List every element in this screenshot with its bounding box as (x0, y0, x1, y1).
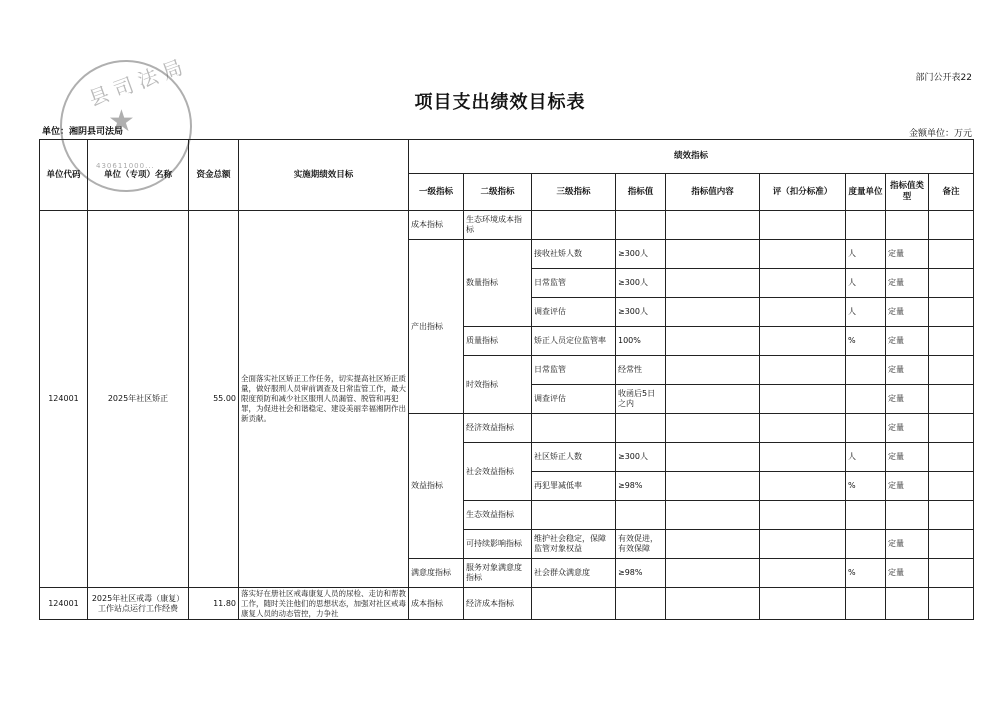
p2-l1-cost: 成本指标 (409, 588, 464, 620)
p1-l2-satisfaction: 服务对象满意度指标 (464, 559, 532, 588)
p1-r12-l3: 社会群众满意度 (532, 559, 616, 588)
p1-l1-benefit: 效益指标 (409, 414, 464, 559)
project1-goal: 全面落实社区矫正工作任务，切实提高社区矫正质量，做好服刑人员审前调查及日常监管工作，最大限度预防和减少社区服刑人员漏管、脱管和再犯罪，为促进社会和谐稳定、建设美丽幸福湘阴作出新贡献。 (239, 211, 409, 588)
p1-r2-l3: 日常监管 (532, 269, 616, 298)
p2-l2-cost: 经济成本指标 (464, 588, 532, 620)
p1-r4-value: 100% (616, 327, 666, 356)
p1-r6-type: 定量 (886, 385, 929, 414)
p1-r12-unit: % (846, 559, 886, 588)
p1-l2-timeliness: 时效指标 (464, 356, 532, 414)
p1-r8-value: ≥300人 (616, 443, 666, 472)
p1-l2-quantity: 数量指标 (464, 240, 532, 327)
header-perf-group: 绩效指标 (409, 140, 974, 174)
p1-r2-value: ≥300人 (616, 269, 666, 298)
p1-r3-value: ≥300人 (616, 298, 666, 327)
p1-r2-unit: 人 (846, 269, 886, 298)
p1-r6-value: 收函后5日之内 (616, 385, 666, 414)
p1-r8-unit: 人 (846, 443, 886, 472)
p1-l1-satisfaction: 满意度指标 (409, 559, 464, 588)
p1-r11-value: 有效促进，有效保障 (616, 530, 666, 559)
p1-r12-type: 定量 (886, 559, 929, 588)
p1-r11-l3: 维护社会稳定，保障监管对象权益 (532, 530, 616, 559)
p1-r1-value: ≥300人 (616, 240, 666, 269)
p1-r1-unit: 人 (846, 240, 886, 269)
p1-r5-type: 定量 (886, 356, 929, 385)
p1-l1-output: 产出指标 (409, 240, 464, 414)
p1-r5-value: 经常性 (616, 356, 666, 385)
performance-table (39, 139, 974, 620)
project2-funds: 11.80 (189, 588, 239, 620)
p1-l2-ecological: 生态效益指标 (464, 501, 532, 530)
p1-l2-economic: 经济效益指标 (464, 414, 532, 443)
p1-l1-cost: 成本指标 (409, 211, 464, 240)
seal-star-icon: ★ (108, 104, 135, 139)
p1-r5-l3: 日常监管 (532, 356, 616, 385)
p1-r3-unit: 人 (846, 298, 886, 327)
p1-r9-unit: % (846, 472, 886, 501)
p1-r11-type: 定量 (886, 530, 929, 559)
p1-r8-type: 定量 (886, 443, 929, 472)
p1-r4-l3: 矫正人员定位监管率 (532, 327, 616, 356)
p1-r1-type: 定量 (886, 240, 929, 269)
project1-name: 2025年社区矫正 (88, 211, 189, 588)
p1-r12-value: ≥98% (616, 559, 666, 588)
table-row (40, 211, 974, 240)
header-value: 指标值 (616, 174, 666, 211)
header-remarks: 备注 (929, 174, 974, 211)
p1-r1-l3: 接收社矫人数 (532, 240, 616, 269)
seal-code: 430611000... (96, 162, 155, 170)
p1-l2-cost: 生态环境成本指标 (464, 211, 532, 240)
header-goal: 实施期绩效目标 (239, 140, 409, 211)
header-level3: 三级指标 (532, 174, 616, 211)
project1-code: 124001 (40, 211, 88, 588)
table-tag: 部门公开表22 (915, 73, 972, 83)
p1-r7-type: 定量 (886, 414, 929, 443)
p1-l2-social: 社会效益指标 (464, 443, 532, 501)
page-title: 项目支出绩效目标表 (414, 92, 586, 113)
header-content: 指标值内容 (666, 174, 760, 211)
header-value-type: 指标值类型 (886, 174, 929, 211)
project2-name: 2025年社区戒毒（康复）工作站点运行工作经费 (88, 588, 189, 620)
header-measure-unit: 度量单位 (846, 174, 886, 211)
p1-r9-value: ≥98% (616, 472, 666, 501)
project2-code: 124001 (40, 588, 88, 620)
p1-l2-quality: 质量指标 (464, 327, 532, 356)
p1-r2-type: 定量 (886, 269, 929, 298)
p1-r8-l3: 社区矫正人数 (532, 443, 616, 472)
p1-r9-l3: 再犯罪减低率 (532, 472, 616, 501)
p1-l2-sustainable: 可持续影响指标 (464, 530, 532, 559)
project1-funds: 55.00 (189, 211, 239, 588)
p1-r4-unit: % (846, 327, 886, 356)
header-level2: 二级指标 (464, 174, 532, 211)
header-evaluation: 评（扣分标准） (760, 174, 846, 211)
money-unit: 金额单位：万元 (908, 129, 972, 139)
seal-text: 县司法局 (85, 52, 192, 111)
header-level1: 一级指标 (409, 174, 464, 211)
table-row (40, 588, 974, 620)
header-total-funds: 资金总额 (189, 140, 239, 211)
p1-r4-type: 定量 (886, 327, 929, 356)
p1-r9-type: 定量 (886, 472, 929, 501)
header-unit-code: 单位代码 (40, 140, 88, 211)
header-unit-project: 单位（专项）名称 (88, 140, 189, 211)
p1-r3-l3: 调查评估 (532, 298, 616, 327)
p1-r3-type: 定量 (886, 298, 929, 327)
p1-r6-l3: 调查评估 (532, 385, 616, 414)
unit-label: 单位：湘阴县司法局 (42, 127, 124, 137)
project2-goal: 落实好在册社区戒毒康复人员的尿检、走访和帮教工作，随时关注他们的思想状态，加强对社区戒毒康复人员的动态管控，力争社 (239, 588, 409, 620)
